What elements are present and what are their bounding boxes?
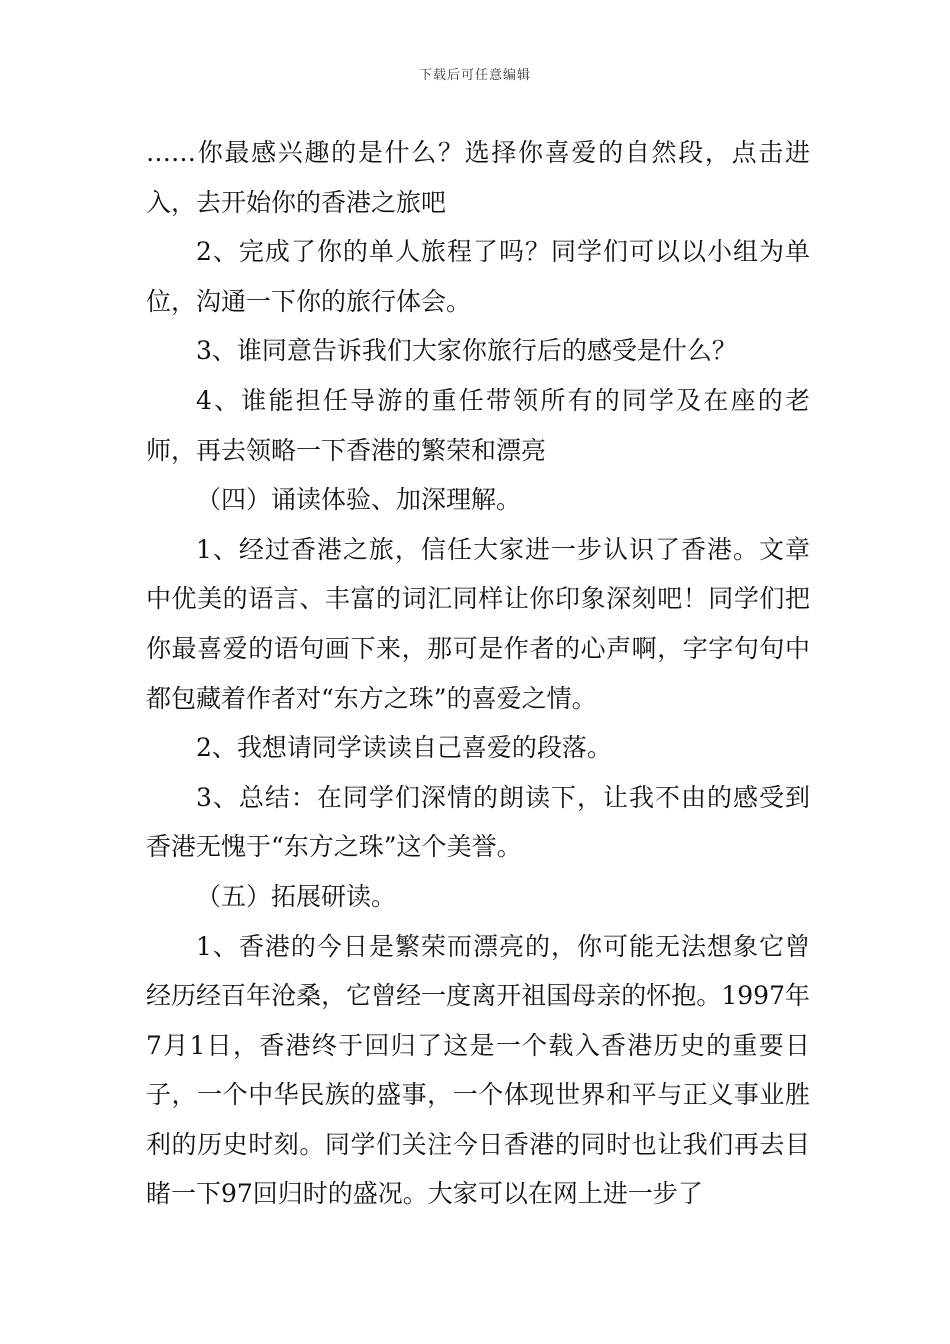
paragraph-4: 4、谁能担任导游的重任带领所有的同学及在座的老师，再去领略一下香港的繁荣和漂亮 — [146, 385, 810, 465]
paragraph-6: 2、我想请同学读读自己喜爱的段落。 — [196, 733, 612, 763]
section-heading-5: （五）拓展研读。 — [196, 881, 397, 911]
paragraph-3: 3、谁同意告诉我们大家你旅行后的感受是什么？ — [196, 336, 737, 366]
paragraph-5: 1、经过香港之旅，信任大家进一步认识了香港。文章中优美的语言、丰富的词汇同样让你印象深刻吧！同学们把你最喜爱的语句画下来，那可是作者的心声啊，字字句句中都包藏着作者对“东方之珠”的喜爱之情。 — [146, 534, 810, 713]
paragraph-7: 3、总结：在同学们深情的朗读下，让我不由的感受到香港无愧于“东方之珠”这个美誉。 — [146, 782, 810, 862]
paragraph-8: 1、香港的今日是繁荣而漂亮的，你可能无法想象它曾经历经百年沧桑，它曾经一度离开祖国母亲的怀抱。1997年7月1日，香港终于回归了这是一个载入香港历史的重要日子，一个中华民族的盛事，一个体现世界和平与正义事业胜利的历史时刻。同学们关注今日香港的同时也让我们再去目睹一下97回归时的盛况。大家可以在网上进一步了 — [146, 931, 810, 1209]
section-heading-4: （四）诵读体验、加深理解。 — [196, 485, 522, 515]
paragraph-1: ……你最感兴趣的是什么？选择你喜爱的自然段，点击进入，去开始你的香港之旅吧 — [146, 138, 810, 217]
document-body — [146, 128, 810, 1219]
page-header: 下载后可任意编辑 — [418, 68, 531, 83]
paragraph-2: 2、完成了你的单人旅程了吗？同学们可以以小组为单位，沟通一下你的旅行体会。 — [146, 237, 810, 316]
